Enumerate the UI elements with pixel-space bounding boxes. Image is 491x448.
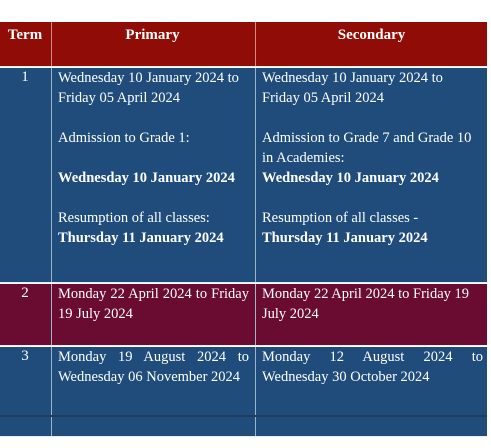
secondary-resumption-date: Thursday 11 January 2024 bbox=[262, 230, 428, 246]
primary-resumption-label: Resumption of all classes: bbox=[58, 210, 210, 226]
table-bottom-border bbox=[0, 415, 487, 417]
header-secondary: Secondary bbox=[255, 22, 487, 66]
secondary-term-2-dates: Monday 22 April 2024 to Friday 19 July 2024 bbox=[255, 284, 487, 345]
secondary-resumption-label: Resumption of all classes - bbox=[262, 210, 419, 226]
primary-admission-date: Wednesday 10 January 2024 bbox=[58, 170, 235, 186]
primary-term-3-dates: Monday 19 August 2024 to Wednesday 06 November 2024 bbox=[51, 347, 253, 436]
primary-term-2-dates: Monday 22 April 2024 to Friday 19 July 2024 bbox=[51, 284, 253, 345]
header-primary: Primary bbox=[51, 22, 253, 66]
table-row-term-1 bbox=[0, 68, 487, 283]
primary-admission-label: Admission to Grade 1: bbox=[58, 130, 190, 146]
secondary-term-1-cell bbox=[255, 68, 487, 282]
term-number: 2 bbox=[21, 285, 29, 301]
secondary-admission-label: Admission to Grade 7 and Grade 10 in Academies: bbox=[262, 130, 472, 166]
term-number: 3 bbox=[21, 348, 29, 364]
secondary-term-1-dates-line1: Wednesday 10 January 2024 to bbox=[262, 70, 443, 86]
table-row-term-3 bbox=[0, 347, 487, 437]
primary-term-1-cell bbox=[51, 68, 253, 282]
secondary-admission-date: Wednesday 10 January 2024 bbox=[262, 170, 439, 186]
table-header-row bbox=[0, 22, 487, 67]
header-term: Term bbox=[7, 27, 43, 43]
primary-resumption-date: Thursday 11 January 2024 bbox=[58, 230, 224, 246]
table-row-term-2 bbox=[0, 284, 487, 346]
primary-term-1-dates: Wednesday 10 January 2024 to Friday 05 April 2024 bbox=[58, 70, 239, 106]
secondary-term-3-dates: Monday 12 August 2024 to Wednesday 30 October 2024 bbox=[255, 347, 487, 436]
term-number: 1 bbox=[21, 69, 29, 85]
secondary-term-1-dates-line2: Friday 05 April 2024 bbox=[262, 90, 385, 106]
